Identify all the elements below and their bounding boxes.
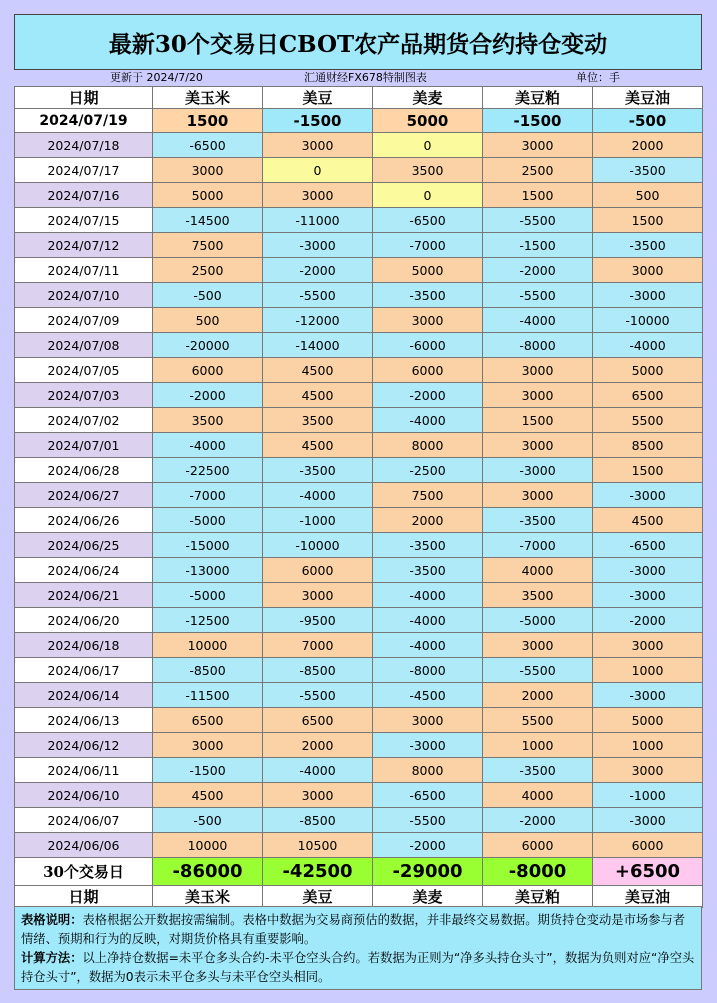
cell-soybean: 6000 (263, 558, 373, 583)
row-date: 2024/06/27 (15, 483, 153, 508)
table-row (15, 583, 703, 608)
cell-soyoil: 500 (593, 183, 703, 208)
cell-soybean: -11000 (263, 208, 373, 233)
cell-soymeal: 3000 (483, 433, 593, 458)
cell-soybean: -4000 (263, 758, 373, 783)
cell-soymeal: -3000 (483, 458, 593, 483)
row-date: 2024/07/05 (15, 358, 153, 383)
cell-soymeal: 4000 (483, 558, 593, 583)
cell-soymeal: -5000 (483, 608, 593, 633)
cell-wheat: -6500 (373, 783, 483, 808)
cell-soymeal: -2000 (483, 258, 593, 283)
footer-header-row (15, 886, 703, 908)
row-date: 2024/07/15 (15, 208, 153, 233)
cell-corn: 6500 (153, 708, 263, 733)
cell-soyoil: -3500 (593, 233, 703, 258)
cell-soyoil: 2000 (593, 133, 703, 158)
cell-wheat: 7500 (373, 483, 483, 508)
cell-soybean: 3000 (263, 133, 373, 158)
notes-panel (14, 906, 702, 990)
row-date: 2024/06/24 (15, 558, 153, 583)
col-header-soybean: 美豆 (263, 87, 373, 109)
col-header-wheat: 美麦 (373, 87, 483, 109)
latest-soymeal: -1500 (483, 109, 593, 133)
table-row (15, 558, 703, 583)
cell-soyoil: -1000 (593, 783, 703, 808)
total-soyoil: +6500 (593, 858, 703, 886)
row-date: 2024/07/08 (15, 333, 153, 358)
cell-soybean: -14000 (263, 333, 373, 358)
row-date: 2024/06/21 (15, 583, 153, 608)
table-row (15, 258, 703, 283)
cell-soyoil: 6500 (593, 383, 703, 408)
cell-soymeal: -5500 (483, 658, 593, 683)
notes-desc-text: 表格根据公开数据按需编制。表格中数据为交易商预估的数据，并非最终交易数据。期货持仓变动是市场参与者情绪、预期和行为的反映，对期货价格具有重要影响。 (21, 913, 686, 946)
cell-soybean: 4500 (263, 358, 373, 383)
cell-soyoil: -3500 (593, 158, 703, 183)
table-row (15, 208, 703, 233)
col-footer-corn: 美玉米 (153, 886, 263, 908)
row-date: 2024/07/01 (15, 433, 153, 458)
cell-wheat: -3500 (373, 533, 483, 558)
cell-soymeal: 3000 (483, 383, 593, 408)
cell-corn: -8500 (153, 658, 263, 683)
table-row (15, 333, 703, 358)
row-date: 2024/06/11 (15, 758, 153, 783)
table-row (15, 483, 703, 508)
unit-label: 单位：手 (576, 71, 620, 84)
cell-soybean: -3500 (263, 458, 373, 483)
table-row (15, 533, 703, 558)
cell-corn: -500 (153, 283, 263, 308)
row-date: 2024/06/07 (15, 808, 153, 833)
cell-wheat: -6000 (373, 333, 483, 358)
cell-soymeal: -3500 (483, 508, 593, 533)
cell-soymeal: 1500 (483, 183, 593, 208)
table-row (15, 283, 703, 308)
table-row (15, 383, 703, 408)
cell-wheat: 5000 (373, 258, 483, 283)
cell-soyoil: 4500 (593, 508, 703, 533)
cell-soymeal: 1500 (483, 408, 593, 433)
table-row (15, 808, 703, 833)
cell-soyoil: -3000 (593, 483, 703, 508)
col-header-soymeal: 美豆粕 (483, 87, 593, 109)
latest-soybean: -1500 (263, 109, 373, 133)
col-header-corn: 美玉米 (153, 87, 263, 109)
row-date: 2024/06/12 (15, 733, 153, 758)
table-row (15, 708, 703, 733)
cell-corn: -12500 (153, 608, 263, 633)
cell-soybean: -2000 (263, 258, 373, 283)
cell-corn: -13000 (153, 558, 263, 583)
cell-wheat: -2000 (373, 833, 483, 858)
cell-soybean: 2000 (263, 733, 373, 758)
table-row (15, 683, 703, 708)
cell-soybean: 6500 (263, 708, 373, 733)
cell-soyoil: 1500 (593, 458, 703, 483)
cell-corn: -14500 (153, 208, 263, 233)
latest-wheat: 5000 (373, 109, 483, 133)
positions-table (14, 86, 703, 908)
cell-soyoil: 3000 (593, 758, 703, 783)
cell-soymeal: 3000 (483, 633, 593, 658)
cell-wheat: -4000 (373, 608, 483, 633)
cell-soyoil: 3000 (593, 258, 703, 283)
source-label: 汇通财经FX678特制图表 (304, 71, 427, 84)
cell-corn: 3000 (153, 158, 263, 183)
cell-wheat: 2000 (373, 508, 483, 533)
cell-soybean: -5500 (263, 283, 373, 308)
row-date: 2024/06/26 (15, 508, 153, 533)
table-row (15, 833, 703, 858)
cell-soybean: -10000 (263, 533, 373, 558)
cell-soymeal: 3000 (483, 483, 593, 508)
cell-wheat: -7000 (373, 233, 483, 258)
cell-soybean: -3000 (263, 233, 373, 258)
row-date: 2024/07/17 (15, 158, 153, 183)
cell-wheat: -3500 (373, 558, 483, 583)
cell-wheat: -3000 (373, 733, 483, 758)
latest-date: 2024/07/19 (15, 109, 153, 133)
notes-calc-label: 计算方法： (21, 951, 83, 965)
row-date: 2024/06/13 (15, 708, 153, 733)
col-header-date: 日期 (15, 87, 153, 109)
table-row (15, 308, 703, 333)
notes-calculation (21, 949, 695, 987)
cell-corn: -5000 (153, 583, 263, 608)
row-date: 2024/06/18 (15, 633, 153, 658)
cell-wheat: 3000 (373, 308, 483, 333)
table-row (15, 183, 703, 208)
row-date: 2024/06/25 (15, 533, 153, 558)
cell-soymeal: 2000 (483, 683, 593, 708)
cell-corn: -4000 (153, 433, 263, 458)
header-row (15, 87, 703, 109)
total-corn: -86000 (153, 858, 263, 886)
notes-description (21, 911, 695, 949)
cell-soyoil: 8500 (593, 433, 703, 458)
row-date: 2024/07/09 (15, 308, 153, 333)
notes-calc-text: 以上净持仓数据=未平仓多头合约-未平仓空头合约。若数据为正则为“净多头持仓头寸”，数据为负则对应“净空头持仓头寸”，数据为0表示未平仓多头与未平仓空头相同。 (21, 951, 695, 984)
meta-bar (14, 70, 702, 86)
cell-corn: -2000 (153, 383, 263, 408)
cell-soymeal: 3000 (483, 358, 593, 383)
table-row (15, 508, 703, 533)
table-row (15, 433, 703, 458)
latest-soyoil: -500 (593, 109, 703, 133)
cell-corn: 5000 (153, 183, 263, 208)
cell-wheat: 0 (373, 133, 483, 158)
row-date: 2024/07/16 (15, 183, 153, 208)
cell-corn: -15000 (153, 533, 263, 558)
cell-corn: 3000 (153, 733, 263, 758)
cell-wheat: -4000 (373, 583, 483, 608)
row-date: 2024/06/20 (15, 608, 153, 633)
cell-wheat: 6000 (373, 358, 483, 383)
cell-corn: 7500 (153, 233, 263, 258)
table-row (15, 358, 703, 383)
cell-soyoil: 5000 (593, 708, 703, 733)
table-row (15, 758, 703, 783)
notes-desc-label: 表格说明： (21, 913, 83, 927)
cell-soyoil: -3000 (593, 283, 703, 308)
table-row (15, 633, 703, 658)
cell-corn: -1500 (153, 758, 263, 783)
cell-soymeal: -5500 (483, 283, 593, 308)
cell-wheat: -3500 (373, 283, 483, 308)
cell-soybean: 3000 (263, 183, 373, 208)
cell-soyoil: -3000 (593, 683, 703, 708)
table-row (15, 158, 703, 183)
row-date: 2024/06/28 (15, 458, 153, 483)
cell-soybean: -12000 (263, 308, 373, 333)
cell-soymeal: 4000 (483, 783, 593, 808)
col-footer-soymeal: 美豆粕 (483, 886, 593, 908)
cell-soyoil: -10000 (593, 308, 703, 333)
latest-corn: 1500 (153, 109, 263, 133)
cell-soymeal: -2000 (483, 808, 593, 833)
cell-soymeal: -5500 (483, 208, 593, 233)
table-row (15, 408, 703, 433)
cell-soyoil: -3000 (593, 558, 703, 583)
total-soybean: -42500 (263, 858, 373, 886)
cell-corn: 10000 (153, 633, 263, 658)
cell-soymeal: 1000 (483, 733, 593, 758)
table-row (15, 133, 703, 158)
cell-soymeal: -3500 (483, 758, 593, 783)
cell-soyoil: -2000 (593, 608, 703, 633)
cell-corn: 2500 (153, 258, 263, 283)
cell-soyoil: 6000 (593, 833, 703, 858)
cell-soymeal: 5500 (483, 708, 593, 733)
col-header-soyoil: 美豆油 (593, 87, 703, 109)
row-date: 2024/06/06 (15, 833, 153, 858)
cell-soyoil: 5500 (593, 408, 703, 433)
row-date: 2024/07/18 (15, 133, 153, 158)
cell-soymeal: -7000 (483, 533, 593, 558)
col-footer-date: 日期 (15, 886, 153, 908)
cell-soyoil: 5000 (593, 358, 703, 383)
cell-soymeal: 3000 (483, 133, 593, 158)
cell-corn: 500 (153, 308, 263, 333)
cell-wheat: -4500 (373, 683, 483, 708)
row-date: 2024/07/12 (15, 233, 153, 258)
table-row (15, 608, 703, 633)
cell-corn: 3500 (153, 408, 263, 433)
cell-soyoil: -6500 (593, 533, 703, 558)
cell-wheat: 0 (373, 183, 483, 208)
total-soymeal: -8000 (483, 858, 593, 886)
cell-soymeal: -4000 (483, 308, 593, 333)
cell-corn: 6000 (153, 358, 263, 383)
cell-wheat: 8000 (373, 758, 483, 783)
cell-corn: -500 (153, 808, 263, 833)
cell-wheat: 3500 (373, 158, 483, 183)
cell-wheat: 3000 (373, 708, 483, 733)
cell-soybean: 3000 (263, 583, 373, 608)
row-date: 2024/06/10 (15, 783, 153, 808)
cell-soybean: 3500 (263, 408, 373, 433)
cell-wheat: -4000 (373, 633, 483, 658)
cell-soybean: -4000 (263, 483, 373, 508)
cell-soymeal: -1500 (483, 233, 593, 258)
row-date: 2024/06/14 (15, 683, 153, 708)
cell-soybean: 0 (263, 158, 373, 183)
updated-date: 更新于 2024/7/20 (110, 71, 203, 84)
cell-soyoil: -3000 (593, 583, 703, 608)
row-date: 2024/07/03 (15, 383, 153, 408)
cell-soyoil: -3000 (593, 808, 703, 833)
cell-soybean: -9500 (263, 608, 373, 633)
cell-corn: -5000 (153, 508, 263, 533)
table-row (15, 783, 703, 808)
totals-row (15, 858, 703, 886)
cell-corn: -7000 (153, 483, 263, 508)
cell-soybean: -5500 (263, 683, 373, 708)
cell-soyoil: 1500 (593, 208, 703, 233)
cell-soybean: -1000 (263, 508, 373, 533)
cell-soybean: -8500 (263, 658, 373, 683)
cell-wheat: -5500 (373, 808, 483, 833)
col-footer-wheat: 美麦 (373, 886, 483, 908)
row-date: 2024/07/02 (15, 408, 153, 433)
cell-wheat: -4000 (373, 408, 483, 433)
col-footer-soybean: 美豆 (263, 886, 373, 908)
totals-label: 30个交易日 (15, 858, 153, 886)
cell-soyoil: -4000 (593, 333, 703, 358)
cell-corn: -11500 (153, 683, 263, 708)
col-footer-soyoil: 美豆油 (593, 886, 703, 908)
cell-soymeal: 2500 (483, 158, 593, 183)
cell-wheat: 8000 (373, 433, 483, 458)
cell-wheat: -8000 (373, 658, 483, 683)
cell-soyoil: 1000 (593, 658, 703, 683)
table-row (15, 458, 703, 483)
cell-soyoil: 1000 (593, 733, 703, 758)
table-row (15, 733, 703, 758)
table-row (15, 233, 703, 258)
cell-soymeal: 6000 (483, 833, 593, 858)
cell-soymeal: -8000 (483, 333, 593, 358)
row-date: 2024/06/17 (15, 658, 153, 683)
cell-wheat: -2000 (373, 383, 483, 408)
cell-soybean: 7000 (263, 633, 373, 658)
cell-soymeal: 3500 (483, 583, 593, 608)
cell-corn: -22500 (153, 458, 263, 483)
table-row (15, 658, 703, 683)
page-title: 最新30个交易日CBOT农产品期货合约持仓变动 (14, 14, 702, 70)
cell-soybean: -8500 (263, 808, 373, 833)
cell-soybean: 4500 (263, 433, 373, 458)
cell-soybean: 4500 (263, 383, 373, 408)
row-date: 2024/07/10 (15, 283, 153, 308)
cell-soybean: 3000 (263, 783, 373, 808)
cell-soybean: 10500 (263, 833, 373, 858)
cell-wheat: -2500 (373, 458, 483, 483)
cell-wheat: -6500 (373, 208, 483, 233)
cell-corn: -6500 (153, 133, 263, 158)
cell-soyoil: 3000 (593, 633, 703, 658)
cell-corn: 4500 (153, 783, 263, 808)
cell-corn: -20000 (153, 333, 263, 358)
total-wheat: -29000 (373, 858, 483, 886)
row-date: 2024/07/11 (15, 258, 153, 283)
cell-corn: 10000 (153, 833, 263, 858)
latest-row (15, 109, 703, 133)
